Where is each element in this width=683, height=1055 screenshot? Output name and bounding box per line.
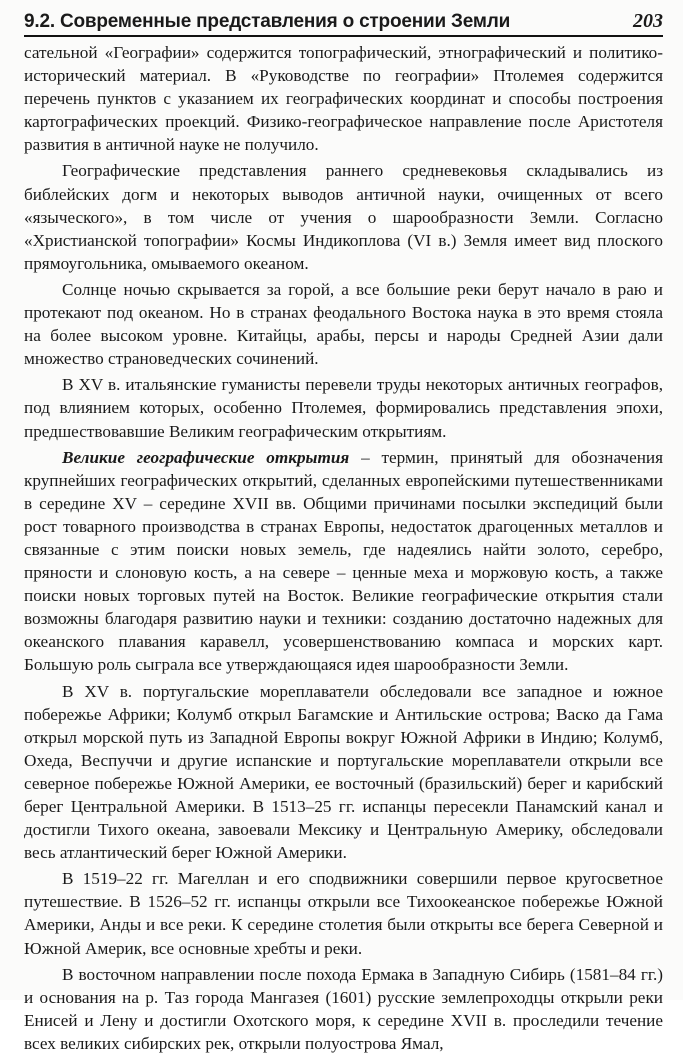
running-header bbox=[24, 10, 663, 37]
paragraph-text: В XV в. португальские мореплаватели обследовали все западное и южное побережье Африки; Колумб открыл Багамские и Антильские острова; Васко да Гама открыл морской путь из Западной Европы вокруг Южной Африки в Индию; Колумб, Охеда, Веспуччи и другие испанские и португальские мореплаватели открыли все северное побережье Южной Америки, ее восточный (бразильский) берег и карибский берег Центральной Америки. В 1513–25 гг. испанцы пересекли Панамский канал и достигли Тихого океана, завоевали Мексику и Центральную Америку, обследовали весь атлантический берег Южной Америки. bbox=[24, 681, 663, 863]
paragraph-text: Солнце ночью скрывается за горой, а все большие реки берут начало в раю и протекают под океаном. Но в странах феодального Востока наука в это время стояла на более высоком уровне. Китайцы, арабы, персы и народы Средней Азии дали множество страноведческих сочинений. bbox=[24, 279, 663, 369]
paragraph-text: В XV в. итальянские гуманисты перевели труды некоторых античных географов, под влиянием которых, особенно Птолемея, формировались представления эпохи, предшествовавшие Великим географическим открытиям. bbox=[24, 375, 663, 441]
paragraph-1 bbox=[24, 41, 663, 156]
defined-term: Великие географические открытия bbox=[62, 447, 350, 467]
paragraph-text: – термин, принятый для обозначения крупнейших географических открытий, сделанных европейскими путешественниками в середине XV – середине XVII вв. Общими причинами посылки экспедиций были рост товарного производства в странах Европы, недостаток драгоценных металлов и связанные с этим поиски новых земель, где надеялись найти золото, серебро, пряности и слоновую кость, а на севере – ценные меха и моржовую кость, а также поиски новых торговых путей на Восток. Великие географические открытия стали возможны благодаря развитию науки и техники: созданию достаточно надежных для океанского плавания каравелл, усовершенствованию компаса и морских карт. Большую роль сыграла все утверждающаяся идея шарообразности Земли. bbox=[24, 447, 663, 675]
paragraph-6 bbox=[24, 680, 663, 865]
page-number: 203 bbox=[633, 10, 663, 32]
paragraph-text: Географические представления раннего средневековья складывались из библейских догм и некоторых выводов античной науки, очищенных от всего «языческого», в том числе от учения о шарообразности Земли. Согласно «Христианской топографии» Космы Индикоплова (VI в.) Земля имеет вид плоского прямоугольника, омываемого океаном. bbox=[24, 161, 663, 273]
paragraph-text: сательной «Географии» содержится топографический, этнографический и политико-исторический материал. В «Руководстве по географии» Птолемея содержится перечень пунктов с указанием их географических координат и способы построения картографических проекций. Физико-географическое направление после Аристотеля развития в античной науке не получило. bbox=[24, 43, 663, 155]
body-text bbox=[24, 41, 663, 1055]
paragraph-7 bbox=[24, 867, 663, 959]
section-title: 9.2. Современные представления о строении Земли bbox=[24, 11, 511, 32]
paragraph-5 bbox=[24, 446, 663, 677]
paragraph-text: В 1519–22 гг. Магеллан и его сподвижники совершили первое кругосветное путешествие. В 1526–52 гг. испанцы открыли все Тихоокеанское побережье Южной Америки, Анды и все реки. К середине столетия были открыты все берега Северной и Южной Америк, все основные хребты и реки. bbox=[24, 869, 663, 958]
paragraph-2 bbox=[24, 159, 663, 274]
paragraph-text: В восточном направлении после похода Ермака в Западную Сибирь (1581–84 гг.) и основания на р. Таз города Мангазея (1601) русские землепроходцы открыли реки Енисей и Лену и достигли Охотского моря, к середине XVII в. проследили течение всех великих сибирских рек, открыли полуострова Ямал, bbox=[24, 964, 663, 1053]
paragraph-4 bbox=[24, 373, 663, 442]
paragraph-3 bbox=[24, 278, 663, 370]
paragraph-8 bbox=[24, 963, 663, 1055]
